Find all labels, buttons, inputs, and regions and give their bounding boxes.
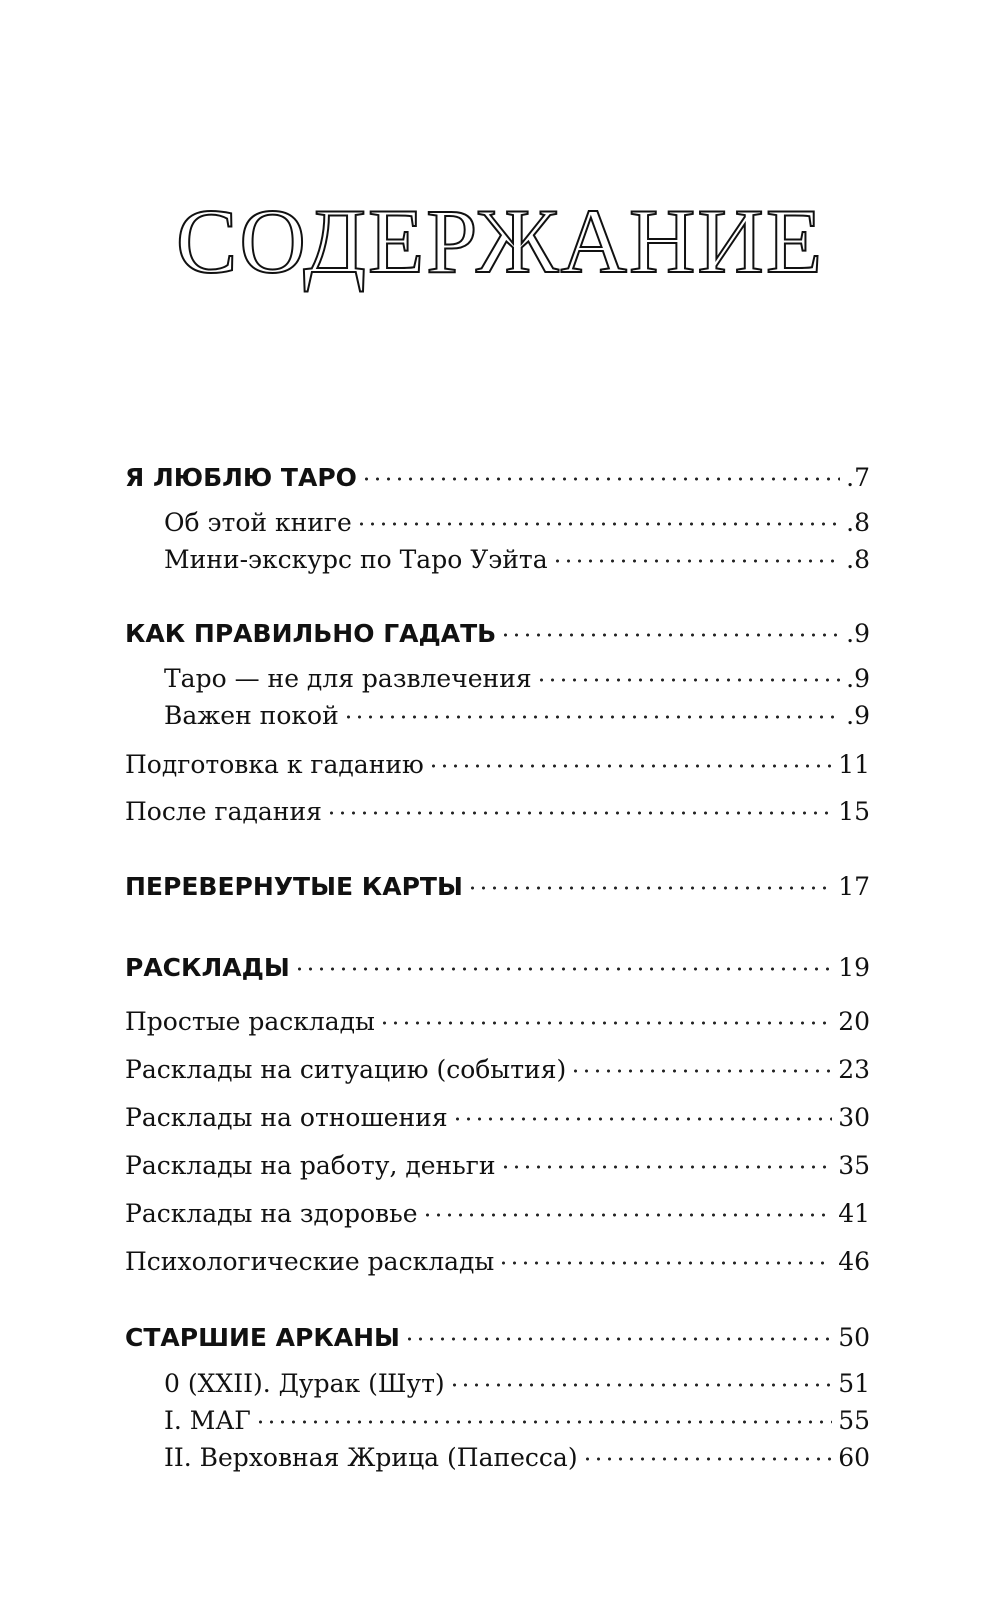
toc-entry-page: 35 [838,1151,870,1180]
toc-entry-chapter[interactable] [125,953,870,983]
toc-entry-page: 41 [838,1199,870,1228]
toc-entry-section[interactable] [125,1103,870,1133]
dot-leader [255,1420,832,1424]
toc-entry-section[interactable] [125,1247,870,1277]
dot-leader [498,1261,832,1265]
dot-leader [294,967,832,971]
toc-entry-title: Расклады на работу, деньги [125,1151,496,1180]
toc-entry-title: КАК ПРАВИЛЬНО ГАДАТЬ [125,619,497,648]
toc-entry-page: 55 [838,1406,870,1435]
toc-entry-title: II. Верховная Жрица (Папесса) [164,1443,578,1472]
toc-entry-title: СТАРШИЕ АРКАНЫ [125,1323,400,1352]
toc-entry-title: Мини-экскурс по Таро Уэйта [164,545,548,574]
toc-entry-title: Я ЛЮБЛЮ ТАРО [125,463,357,492]
toc-entry-page: .9 [846,619,870,648]
dot-leader [582,1457,833,1461]
toc-entry-page: 46 [838,1247,870,1276]
toc-entry-subsection[interactable] [164,1369,870,1399]
toc-entry-chapter[interactable] [125,619,870,649]
toc-entry-page: .7 [846,463,870,492]
toc-entry-title: Подготовка к гаданию [125,750,424,779]
toc-entry-subsection[interactable] [164,1406,870,1436]
toc-entry-section[interactable] [125,1007,870,1037]
dot-leader [500,1165,833,1169]
toc-entry-title: РАСКЛАДЫ [125,953,290,982]
toc-entry-page: 50 [838,1323,870,1352]
toc-entry-page: 30 [838,1103,870,1132]
toc-entry-title: Психологические расклады [125,1247,495,1276]
toc-entry-page: .8 [846,545,870,574]
toc-entry-page: .8 [846,508,870,537]
dot-leader [343,715,840,719]
toc-entry-subsection[interactable] [164,701,870,731]
dot-leader [452,1117,833,1121]
toc-entry-section[interactable] [125,750,870,780]
dot-leader [361,477,840,481]
toc-entry-title: Об этой книге [164,508,352,537]
toc-entry-chapter[interactable] [125,872,870,902]
toc-entry-page: 15 [838,797,870,826]
toc-entry-chapter[interactable] [125,463,870,493]
dot-leader [536,678,841,682]
toc-entry-subsection[interactable] [164,508,870,538]
dot-leader [379,1021,832,1025]
toc-entry-section[interactable] [125,1151,870,1181]
toc-entry-page: .9 [846,701,870,730]
toc-entry-title: Важен покой [164,701,339,730]
toc-entry-page: 17 [838,872,870,901]
toc-entry-title: Расклады на ситуацию (события) [125,1055,567,1084]
dot-leader [326,811,832,815]
toc-entry-title: Расклады на отношения [125,1103,448,1132]
toc-entry-chapter[interactable] [125,1323,870,1353]
toc-entry-section[interactable] [125,1055,870,1085]
toc-entry-page: 51 [838,1369,870,1398]
toc-entry-title: Простые расклады [125,1007,375,1036]
dot-leader [428,764,832,768]
toc-entry-page: .9 [846,664,870,693]
dot-leader [356,522,840,526]
toc-entry-title: После гадания [125,797,322,826]
toc-entry-page: 19 [838,953,870,982]
dot-leader [500,633,840,637]
dot-leader [467,886,832,890]
toc-entry-section[interactable] [125,1199,870,1229]
dot-leader [404,1337,832,1341]
toc-entry-title: Расклады на здоровье [125,1199,418,1228]
dot-leader [449,1383,832,1387]
dot-leader [570,1069,832,1073]
toc-entry-subsection[interactable] [164,664,870,694]
toc-entry-subsection[interactable] [164,545,870,575]
dot-leader [422,1213,833,1217]
toc-entry-title: Таро — не для развлечения [164,664,532,693]
toc-entry-title: I. МАГ [164,1406,251,1435]
toc-entry-page: 20 [838,1007,870,1036]
dot-leader [552,559,840,563]
toc-entry-subsection[interactable] [164,1443,870,1473]
toc-entry-title: 0 (XXII). Дурак (Шут) [164,1369,445,1398]
toc-entry-page: 11 [838,750,870,779]
toc-entry-section[interactable] [125,797,870,827]
page-title: СОДЕРЖАНИЕ [175,190,825,292]
toc-entry-page: 23 [838,1055,870,1084]
toc-entry-page: 60 [838,1443,870,1472]
toc-entry-title: ПЕРЕВЕРНУТЫЕ КАРТЫ [125,872,463,901]
